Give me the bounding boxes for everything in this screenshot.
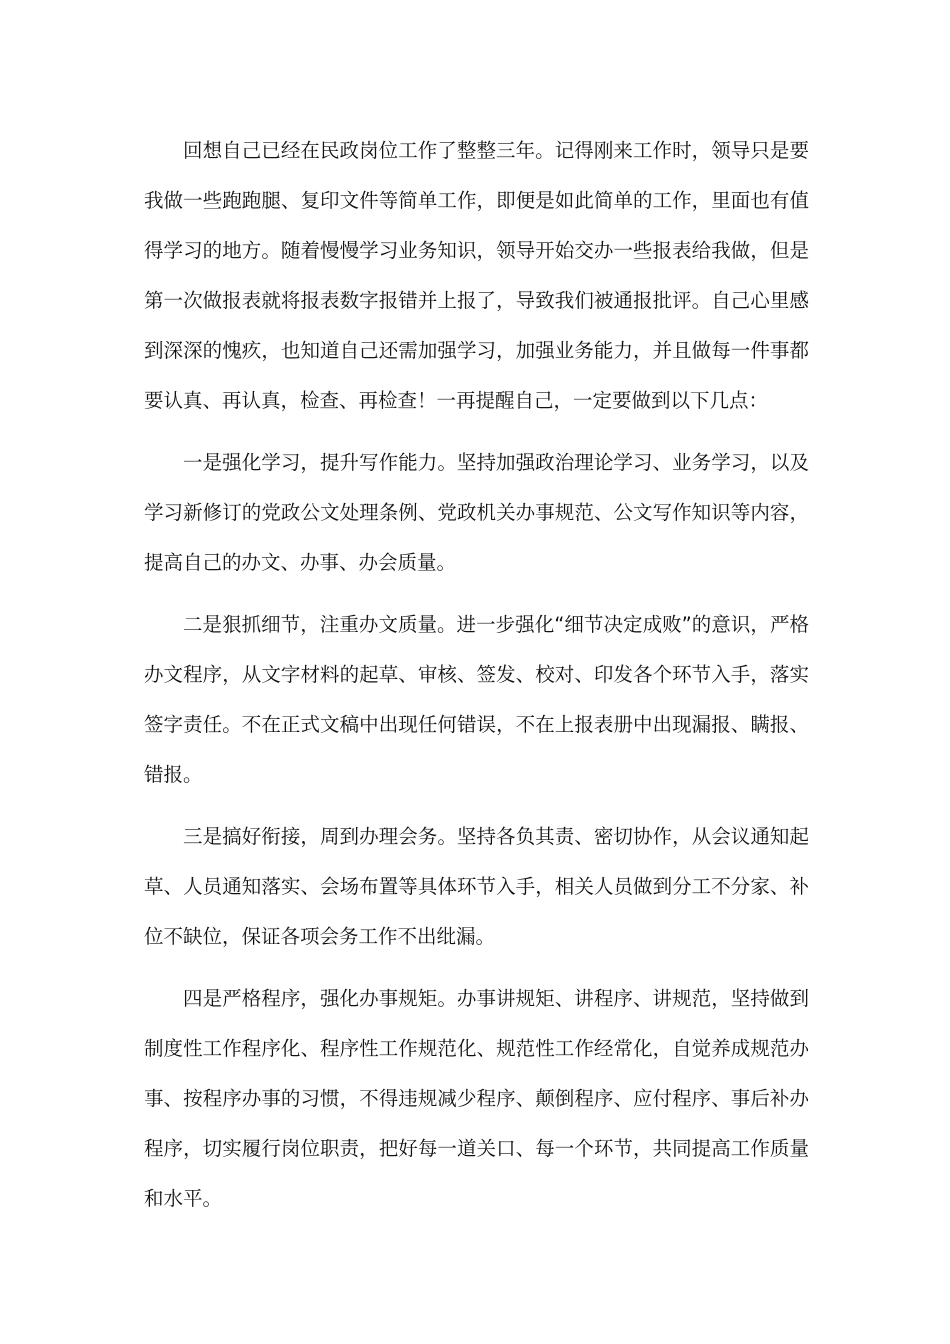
paragraph-point-2: 二是狠抓细节，注重办文质量。进一步强化“细节决定成败”的意识，严格办文程序，从文字材料的起草、审核、签发、校对、印发各个环节入手，落实签字责任。不在正式文稿中出现任何错误，不在上报表册中出现漏报、瞒报、错报。 bbox=[144, 613, 809, 786]
paragraph-point-1: 一是强化学习，提升写作能力。坚持加强政治理论学习、业务学习，以及学习新修订的党政公文处理条例、党政机关办事规范、公文写作知识等内容，提高自己的办文、办事、办会质量。 bbox=[144, 451, 809, 574]
document-body bbox=[144, 126, 809, 1236]
paragraph-point-4: 四是严格程序，强化办事规矩。办事讲规矩、讲程序、讲规范，坚持做到制度性工作程序化、程序性工作规范化、规范性工作经常化，自觉养成规范办事、按程序办事的习惯，不得违规减少程序、颠倒程序、应付程序、事后补办程序，切实履行岗位职责，把好每一道关口、每一个环节，共同提高工作质量和水平。 bbox=[144, 987, 809, 1210]
paragraph-point-3: 三是搞好衔接，周到办理会务。坚持各负其责、密切协作，从会议通知起草、人员通知落实、会场布置等具体环节入手，相关人员做到分工不分家、补位不缺位，保证各项会务工作不出纰漏。 bbox=[144, 825, 809, 948]
paragraph-intro: 回想自己已经在民政岗位工作了整整三年。记得刚来工作时，领导只是要我做一些跑跑腿、复印文件等简单工作，即便是如此简单的工作，里面也有值得学习的地方。随着慢慢学习业务知识，领导开始交办一些报表给我做，但是第一次做报表就将报表数字报错并上报了，导致我们被通报批评。自己心里感到深深的愧疚，也知道自己还需加强学习，加强业务能力，并且做每一件事都要认真、再认真，检查、再检查！一再提醒自己，一定要做到以下几点： bbox=[144, 139, 809, 412]
